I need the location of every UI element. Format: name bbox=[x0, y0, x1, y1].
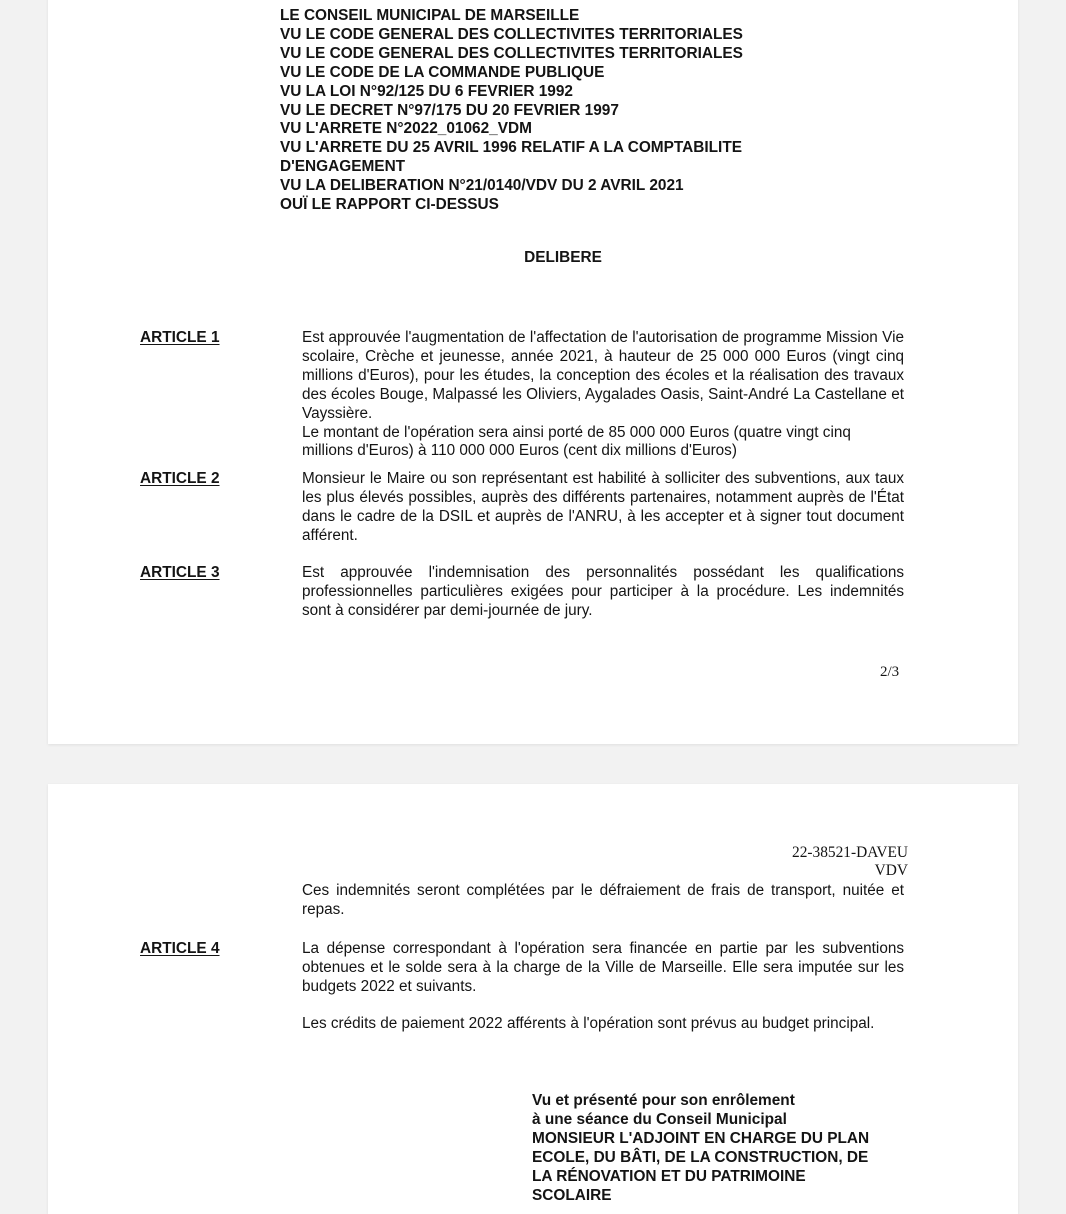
article-4-paragraph: Les crédits de paiement 2022 afférents à l'opération sont prévus au budget principal. bbox=[302, 1014, 875, 1032]
header-line: OUÏ LE RAPPORT CI-DESSUS bbox=[280, 196, 499, 214]
document-page-3 bbox=[48, 784, 1018, 1214]
document-page-2 bbox=[48, 0, 1018, 744]
continuation-paragraph: Ces indemnités seront complétées par le défraiement de frais de transport, nuitée et repas. bbox=[302, 882, 904, 918]
article-3-paragraph: Est approuvée l'indemnisation des personnalités possédant les qualifications professionnelles particulières exigées pour participer à la procédure. Les indemnités sont à considérer par demi-journée de jury. bbox=[302, 564, 904, 619]
header-line: D'ENGAGEMENT bbox=[280, 158, 406, 176]
article-1-paragraph: Le montant de l'opération sera ainsi porté de 85 000 000 Euros (quatre vingt cinq millions d'Euros) à 110 000 000 Euros (cent dix millions d'Euros) bbox=[302, 423, 851, 460]
signature-line: LA RÉNOVATION ET DU PATRIMOINE bbox=[532, 1167, 806, 1185]
reference-code: VDV bbox=[874, 862, 908, 879]
reference-block bbox=[792, 844, 908, 880]
header-line: LE CONSEIL MUNICIPAL DE MARSEILLE bbox=[280, 7, 580, 24]
header-line: VU L'ARRETE DU 25 AVRIL 1996 RELATIF A LA COMPTABILITE bbox=[280, 139, 742, 157]
article-1-paragraph: Est approuvée l'augmentation de l'affectation de l'autorisation de programme Mission Vie scolaire, Crèche et jeunesse, année 2021, à hauteur de 25 000 000 Euros (vingt cinq millions d'Euros), pour les études, la conception des écoles et la réalisation des travaux des écoles Bouge, Malpassé les Oliviers, Aygalades Oasis, Saint-André La Castellane et Vayssière. bbox=[302, 329, 904, 422]
signature-line: à une séance du Conseil Municipal bbox=[532, 1110, 787, 1128]
signature-line: MONSIEUR L'ADJOINT EN CHARGE DU PLAN bbox=[532, 1129, 870, 1147]
continuation-text bbox=[302, 882, 904, 920]
article-1-label: ARTICLE 1 bbox=[140, 329, 220, 346]
header-line: VU LE CODE GENERAL DES COLLECTIVITES TERRITORIALES bbox=[280, 44, 743, 62]
signature-block bbox=[532, 1092, 869, 1205]
page-number: 2/3 bbox=[880, 664, 900, 680]
header-line: VU LA LOI N°92/125 DU 6 FEVRIER 1992 bbox=[280, 82, 573, 100]
header-line: VU L'ARRETE N°2022_01062_VDM bbox=[280, 120, 532, 138]
article-2-paragraph: Monsieur le Maire ou son représentant est habilité à solliciter des subventions, aux taux les plus élevés possibles, auprès des différents partenaires, notamment auprès de l'État dans le cadre de la DSIL et auprès de l'ANRU, à les accepter et à signer tout document afférent. bbox=[302, 470, 904, 544]
header-line: VU LE CODE GENERAL DES COLLECTIVITES TERRITORIALES bbox=[280, 25, 743, 43]
signature-line: Vu et présenté pour son enrôlement bbox=[532, 1092, 795, 1109]
signature-line: SCOLAIRE bbox=[532, 1186, 612, 1204]
article-2-text bbox=[302, 470, 904, 546]
article-1-text bbox=[302, 329, 904, 461]
header-line: VU LE DECRET N°97/175 DU 20 FEVRIER 1997 bbox=[280, 101, 619, 119]
article-2-label: ARTICLE 2 bbox=[140, 470, 220, 487]
deliberation-title: DELIBERE bbox=[524, 249, 602, 266]
article-3-label: ARTICLE 3 bbox=[140, 564, 220, 581]
legal-references-header bbox=[280, 7, 743, 215]
header-line: VU LA DELIBERATION N°21/0140/VDV DU 2 AVRIL 2021 bbox=[280, 177, 684, 195]
article-4-label: ARTICLE 4 bbox=[140, 940, 220, 957]
article-4-paragraph: La dépense correspondant à l'opération sera financée en partie par les subventions obtenues et le solde sera à la charge de la Ville de Marseille. Elle sera imputée sur les budgets 2022 et suivants. bbox=[302, 940, 904, 995]
article-4-text bbox=[302, 940, 904, 1034]
header-line: VU LE CODE DE LA COMMANDE PUBLIQUE bbox=[280, 63, 605, 81]
reference-number: 22-38521-DAVEU bbox=[792, 844, 908, 861]
signature-line: ECOLE, DU BÂTI, DE LA CONSTRUCTION, DE bbox=[532, 1148, 869, 1166]
article-3-text bbox=[302, 564, 904, 621]
